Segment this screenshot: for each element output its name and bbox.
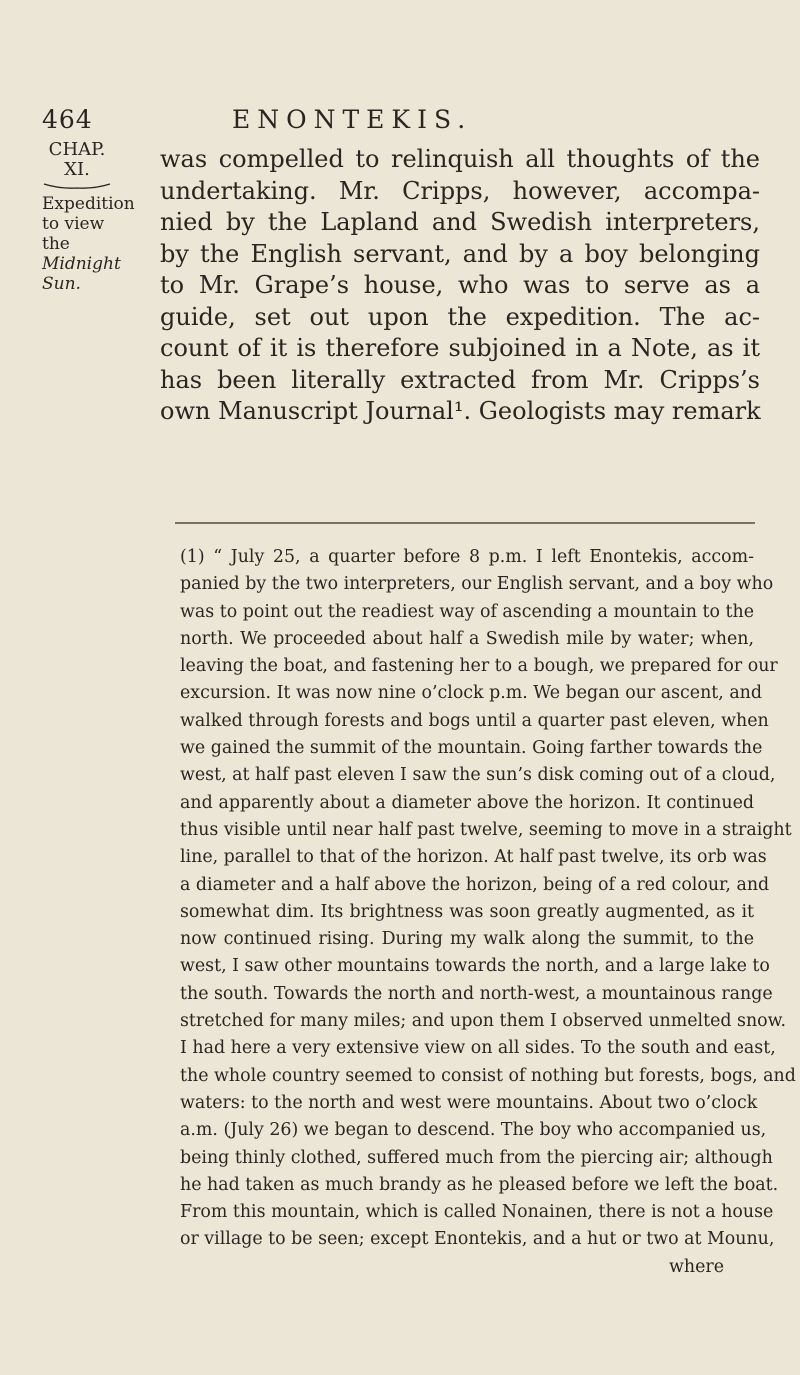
footnote-line: somewhat dim. Its brightness was soon greatly augmented, as it bbox=[180, 901, 754, 922]
body-line: undertaking. Mr. Cripps, however, accompa- bbox=[160, 176, 760, 205]
body-line: nied by the Lapland and Swedish interpreters, bbox=[160, 208, 760, 236]
margin-note-line: to view the bbox=[42, 214, 105, 254]
body-line: was compelled to relinquish all thoughts of the bbox=[160, 145, 760, 173]
footnote-line: line, parallel to that of the horizon. At half past twelve, its orb was bbox=[180, 847, 767, 868]
body-line: to Mr. Grape’s house, who was to serve as a bbox=[160, 271, 760, 299]
footnote-line: and apparently about a diameter above the horizon. It continued bbox=[180, 792, 754, 813]
footnote-line: a.m. (July 26) we began to descend. The boy who accompanied us, bbox=[180, 1120, 767, 1141]
page-number: 464 bbox=[42, 105, 93, 134]
body-line: by the English servant, and by a boy belonging bbox=[160, 239, 760, 268]
main-body-text bbox=[160, 144, 760, 428]
chapter-number: XI. bbox=[64, 159, 90, 180]
margin-note-line: Midnight bbox=[42, 254, 121, 274]
footnote-line: the whole country seemed to consist of nothing but forests, bogs, and bbox=[180, 1065, 796, 1086]
catchword: where bbox=[669, 1256, 724, 1277]
body-line: count of it is therefore subjoined in a Note, as it bbox=[160, 334, 760, 362]
footnote-line: excursion. It was now nine o’clock p.m. We began our ascent, and bbox=[180, 683, 763, 704]
footnote-line: thus visible until near half past twelve, seeming to move in a straight bbox=[180, 819, 792, 840]
body-line: guide, set out upon the expedition. The ac- bbox=[160, 302, 760, 331]
footnote-line: the south. Towards the north and north-west, a mountainous range bbox=[180, 983, 773, 1004]
footnote-line: (1) “ July 25, a quarter before 8 p.m. I left Enontekis, accom- bbox=[180, 547, 754, 567]
footnote-line: panied by the two interpreters, our English servant, and a boy who bbox=[180, 574, 774, 595]
footnote-line: leaving the boat, and fastening her to a bough, we prepared for our bbox=[180, 656, 778, 677]
margin-note bbox=[42, 194, 134, 294]
footnote-line: I had here a very extensive view on all sides. To the south and east, bbox=[180, 1038, 776, 1059]
brace-ornament bbox=[42, 182, 112, 190]
footnote-line: being thinly clothed, suffered much from the piercing air; although bbox=[180, 1147, 773, 1168]
body-line: has been literally extracted from Mr. Cripps’s bbox=[160, 365, 760, 394]
footnote-line: north. We proceeded about half a Swedish mile by water; when, bbox=[180, 628, 754, 649]
footnote bbox=[180, 544, 796, 1281]
footnote-line: a diameter and a half above the horizon, being of a red colour, and bbox=[180, 874, 770, 895]
footnote-line: west, I saw other mountains towards the north, and a large lake to bbox=[180, 956, 770, 977]
footnote-line: was to point out the readiest way of ascending a mountain to the bbox=[180, 601, 754, 622]
footnote-line: west, at half past eleven I saw the sun’s disk coming out of a cloud, bbox=[180, 765, 776, 786]
footnote-line: From this mountain, which is called Nonainen, there is not a house bbox=[180, 1202, 774, 1223]
footnote-line: waters: to the north and west were mountains. About two o’clock bbox=[180, 1092, 758, 1113]
footnote-line: stretched for many miles; and upon them I observed unmelted snow. bbox=[180, 1011, 786, 1032]
footnote-line: we gained the summit of the mountain. Going farther towards the bbox=[180, 738, 763, 759]
footnote-divider bbox=[175, 522, 755, 524]
footnote-line: walked through forests and bogs until a quarter past eleven, when bbox=[180, 710, 769, 731]
footnote-line: or village to be seen; except Enontekis, and a hut or two at Mounu, bbox=[180, 1229, 775, 1250]
margin-note-line: Sun. bbox=[42, 274, 81, 294]
running-title: ENONTEKIS. bbox=[232, 105, 473, 134]
margin-sidebar bbox=[42, 140, 134, 294]
body-line: own Manuscript Journal¹. Geologists may remark bbox=[160, 397, 761, 425]
margin-note-line: Expedition bbox=[42, 194, 135, 214]
chapter-label: CHAP. bbox=[48, 139, 106, 160]
footnote-line: he had taken as much brandy as he pleased before we left the boat. bbox=[180, 1174, 779, 1195]
footnote-line: now continued rising. During my walk along the summit, to the bbox=[180, 929, 754, 950]
